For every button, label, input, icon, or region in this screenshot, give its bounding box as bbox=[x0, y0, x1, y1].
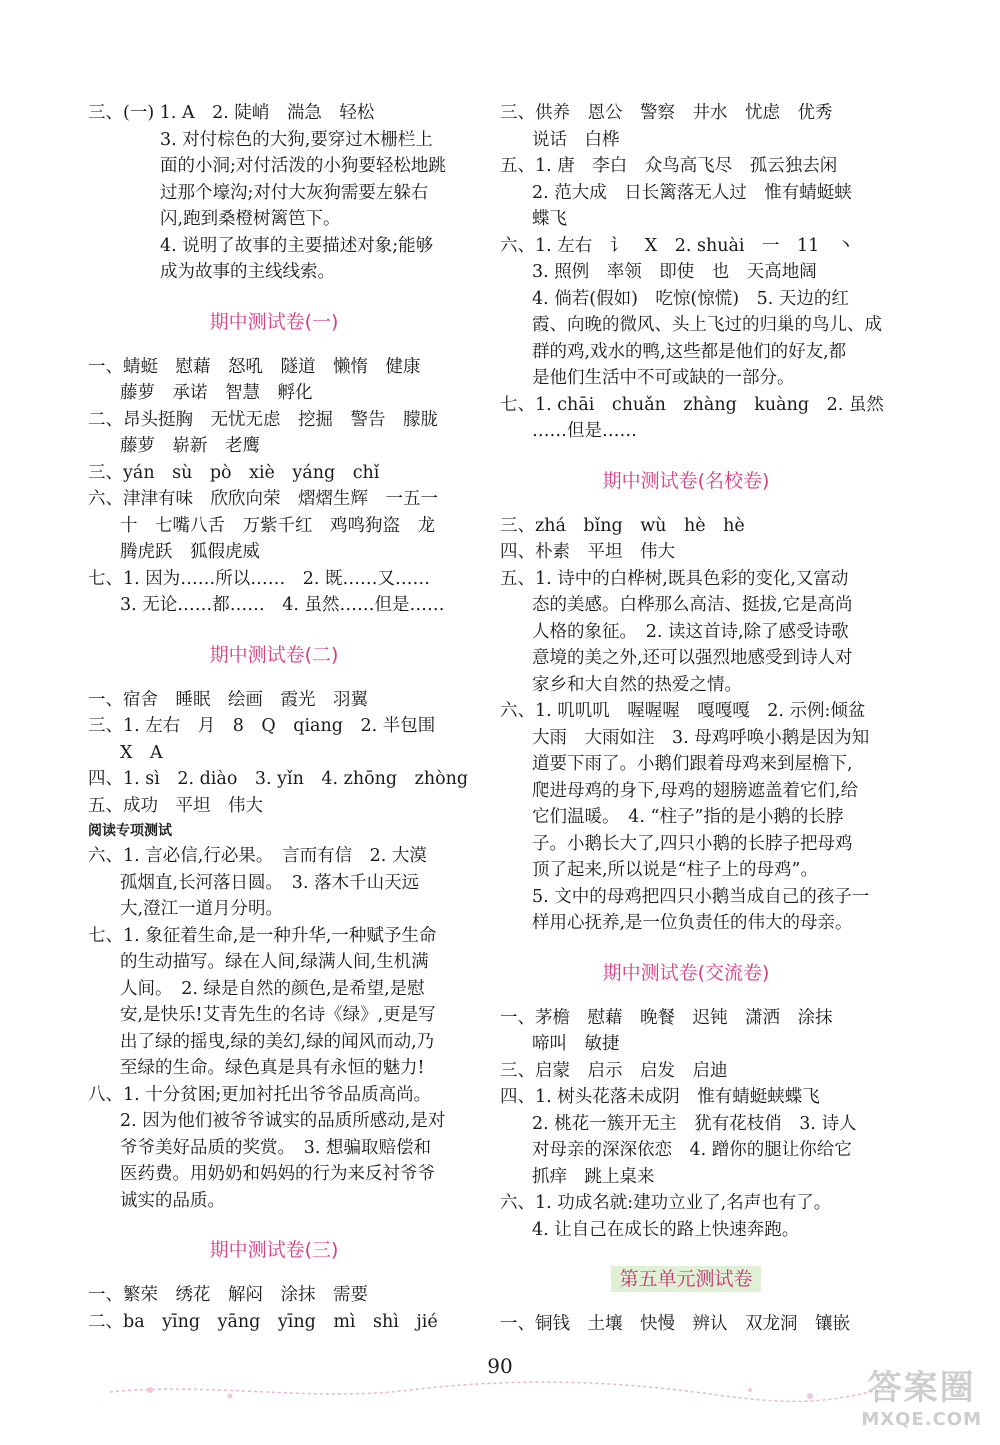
answer-line: 5. 文中的母鸡把四只小鹅当成自己的孩子一 bbox=[532, 886, 870, 907]
page-number: 90 bbox=[487, 1354, 513, 1378]
answer-line: 4. 说明了故事的主要描述对象;能够 bbox=[160, 235, 434, 256]
answer-line: 八、1. 十分贫困;更加衬托出爷爷品质高尚。 bbox=[88, 1084, 432, 1105]
answer-line: 五、成功 平坦 伟大 bbox=[88, 795, 263, 816]
answer-line: 2. 桃花一簇开无主 犹有花枝俏 3. 诗人 bbox=[532, 1113, 857, 1134]
answer-line: 五、1. 唐 李白 众鸟高飞尽 孤云独去闲 bbox=[500, 156, 838, 176]
answer-line: 大雨 大雨如注 3. 母鸡呼唤小鹅是因为知 bbox=[532, 727, 870, 748]
answer-line: 一、铜钱 土壤 快慢 辨认 双龙洞 镶嵌 bbox=[500, 1314, 850, 1334]
answer-line: 一、茅檐 慰藉 晚餐 迟钝 潇洒 涂抹 bbox=[500, 1007, 833, 1028]
answer-line: 六、津津有味 欣欣向荣 熠熠生辉 一五一 bbox=[88, 489, 438, 509]
answer-line: 群的鸡,戏水的鸭,这些都是他们的好友,都 bbox=[532, 341, 847, 362]
section-heading: 期中测试卷(三) bbox=[209, 1239, 339, 1261]
answer-line: 过那个壕沟;对付大灰狗需要左躲右 bbox=[160, 182, 429, 203]
answer-line: 道要下雨了。小鹅们跟着母鸡来到屋檐下, bbox=[532, 754, 853, 774]
answer-line: 家乡和大自然的热爱之情。 bbox=[532, 674, 742, 695]
answer-line: 二、ba yīng yāng yīng mì shì jié bbox=[88, 1311, 438, 1332]
answer-line: 抓痒 跳上桌来 bbox=[532, 1166, 655, 1187]
answer-line: 的生动描写。绿在人间,绿满人间,生机满 bbox=[120, 952, 429, 972]
answer-line: 至绿的生命。绿色真是具有永恒的魅力! bbox=[120, 1058, 425, 1078]
answer-line: 对母亲的深深依恋 4. 蹭你的腿让你给它 bbox=[532, 1140, 852, 1160]
answer-line: 腾虎跃 狐假虎威 bbox=[120, 542, 260, 562]
answer-line: 蝶飞 bbox=[532, 209, 567, 229]
answer-line: 样用心抚养,是一位负责任的伟大的母亲。 bbox=[532, 913, 853, 933]
watermark-logo: 答案圈 MXQE.COM bbox=[861, 1368, 982, 1430]
answer-line: 出了绿的摇曳,绿的美幻,绿的闻风而动,乃 bbox=[120, 1031, 435, 1052]
answer-line: 啼叫 敏捷 bbox=[532, 1034, 620, 1054]
answer-line: 六、1. 叽叽叽 喔喔喔 嘎嘎嘎 2. 示例:倾盆 bbox=[500, 701, 866, 721]
answer-line: 十 七嘴八舌 万紫千红 鸡鸣狗盗 龙 bbox=[120, 515, 435, 536]
answer-line: 三、启蒙 启示 启发 启迪 bbox=[500, 1060, 728, 1081]
answer-line: 闪,跑到桑橙树篱笆下。 bbox=[160, 209, 341, 229]
answer-line: 3. 照例 率领 即使 也 天高地阔 bbox=[532, 262, 817, 282]
answer-line: X A bbox=[120, 742, 163, 763]
answer-line: 四、1. sì 2. diào 3. yǐn 4. zhōng zhòng bbox=[88, 769, 469, 789]
answer-line: 态的美感。白桦那么高洁、挺拔,它是高尚 bbox=[532, 595, 853, 615]
answer-line: 七、1. chāi chuǎn zhàng kuàng 2. 虽然 bbox=[500, 394, 884, 415]
answer-line: ……但是…… bbox=[532, 421, 637, 441]
left-column bbox=[88, 100, 469, 1335]
answer-line: 它们温暖。 4. “柱子”指的是小鹅的长脖 bbox=[532, 807, 844, 827]
answer-line: 一、蜻蜓 慰藉 怒吼 隧道 懒惰 健康 bbox=[88, 356, 421, 377]
answer-line: 霞、向晚的微风、头上飞过的归巢的鸟儿、成 bbox=[532, 315, 882, 335]
subheading: 阅读专项测试 bbox=[88, 823, 172, 839]
answer-line: 藤萝 崭新 老鹰 bbox=[120, 436, 260, 456]
answer-line: 是他们生活中不可或缺的一部分。 bbox=[532, 368, 795, 388]
answer-line: 三、供养 恩公 警察 井水 忧虑 优秀 bbox=[500, 103, 833, 123]
answer-line: 孤烟直,长河落日圆。 3. 落木千山天远 bbox=[120, 872, 420, 893]
answer-line: 三、zhá bǐng wù hè hè bbox=[500, 515, 745, 536]
answer-line: 一、宿舍 睡眠 绘画 霞光 羽翼 bbox=[88, 689, 368, 710]
section-heading: 期中测试卷(一) bbox=[209, 310, 339, 333]
answer-line: 六、1. 功成名就:建功立业了,名声也有了。 bbox=[500, 1193, 832, 1213]
answer-line: 2. 范大成 日长篱落无人过 惟有蜻蜓蛱 bbox=[532, 182, 852, 203]
answer-line: 三、(一) 1. A 2. 陡峭 湍急 轻松 bbox=[88, 103, 375, 123]
answer-line: 顶了起来,所以说是“柱子上的母鸡”。 bbox=[532, 860, 818, 880]
answer-line: 四、1. 树头花落未成阴 惟有蜻蜓蛱蝶飞 bbox=[500, 1087, 820, 1107]
answer-line: 一、繁荣 绣花 解闷 涂抹 需要 bbox=[88, 1285, 368, 1305]
answer-line: 人间。 2. 绿是自然的颜色,是希望,是慰 bbox=[120, 978, 425, 999]
section-heading: 期中测试卷(交流卷) bbox=[602, 961, 770, 984]
right-column bbox=[500, 100, 884, 1338]
answer-line: 七、1. 因为……所以…… 2. 既……又…… bbox=[88, 568, 431, 589]
answer-line: 3. 对付棕色的大狗,要穿过木栅栏上 bbox=[160, 129, 433, 150]
answer-line: 藤萝 承诺 智慧 孵化 bbox=[120, 383, 313, 403]
answer-line: 3. 无论……都…… 4. 虽然……但是…… bbox=[120, 595, 445, 615]
answer-line: 七、1. 象征着生命,是一种升华,一种赋予生命 bbox=[88, 925, 437, 946]
section-heading: 期中测试卷(名校卷) bbox=[602, 469, 770, 492]
answer-line: 六、1. 言必信,行必果。 言而有信 2. 大漠 bbox=[88, 846, 427, 866]
answer-line: 医药费。用奶奶和妈妈的行为来反衬爷爷 bbox=[120, 1164, 435, 1184]
answer-line: 二、昂头挺胸 无忧无虑 挖掘 警告 朦胧 bbox=[88, 409, 438, 430]
answer-line: 子。小鹅长大了,四只小鹅的长脖子把母鸡 bbox=[532, 833, 853, 854]
answer-line: 大,澄江一道月分明。 bbox=[120, 899, 284, 919]
answer-line: 说话 白桦 bbox=[532, 129, 620, 150]
answer-line: 诚实的品质。 bbox=[120, 1190, 225, 1211]
answer-line: 爷爷美好品质的奖赏。 3. 想骗取赔偿和 bbox=[120, 1137, 432, 1158]
answer-line: 意境的美之外,还可以强烈地感受到诗人对 bbox=[532, 648, 853, 668]
answer-line: 三、1. 左右 月 8 Q qiang 2. 半包围 bbox=[88, 716, 436, 736]
answer-line: 安,是快乐!艾青先生的名诗《绿》,更是写 bbox=[120, 1005, 436, 1025]
answer-line: 人格的象征。 2. 读这首诗,除了感受诗歌 bbox=[532, 621, 849, 642]
answer-line: 4. 倘若(假如) 吃惊(惊慌) 5. 天边的红 bbox=[532, 288, 849, 309]
answer-line: 六、1. 左右 讠 X 2. shuài 一 11 丶 bbox=[500, 235, 855, 256]
section-heading: 第五单元测试卷 bbox=[500, 1265, 872, 1293]
answer-line: 成为故事的主线线索。 bbox=[160, 262, 335, 282]
answer-line: 三、yán sù pò xiè yáng chǐ bbox=[88, 462, 380, 483]
answer-line: 2. 因为他们被爷爷诚实的品质所感动,是对 bbox=[120, 1111, 446, 1131]
section-heading: 期中测试卷(二) bbox=[209, 643, 339, 666]
answer-line: 五、1. 诗中的白桦树,既具色彩的变化,又富动 bbox=[500, 568, 849, 589]
answer-line: 爬进母鸡的身下,母鸡的翅膀遮盖着它们,给 bbox=[532, 780, 859, 801]
answer-line: 四、朴素 平坦 伟大 bbox=[500, 542, 675, 562]
answer-line: 面的小洞;对付活泼的小狗要轻松地跳 bbox=[160, 156, 446, 176]
answer-line: 4. 让自己在成长的路上快速奔跑。 bbox=[532, 1219, 800, 1240]
